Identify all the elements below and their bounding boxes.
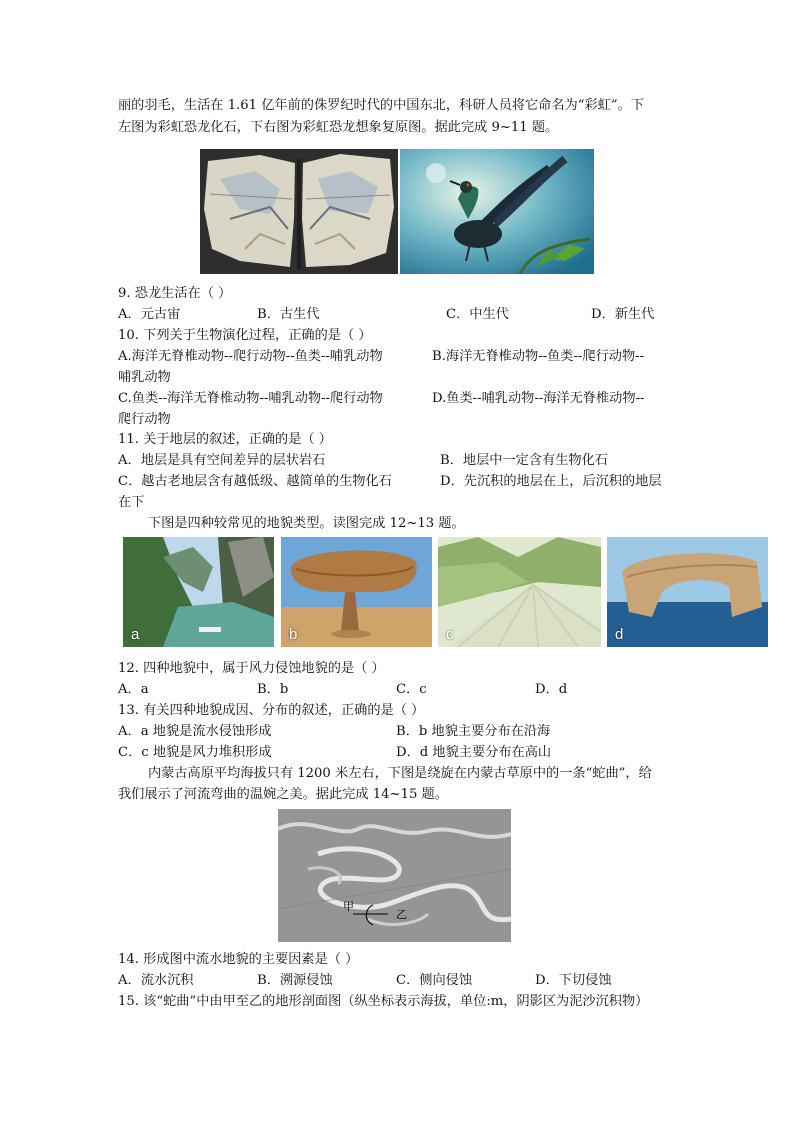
q15-stem: 15. 该“蛇曲”中由甲至乙的地形剖面图（纵坐标表示海拔，单位:m，阴影区为泥沙沉积物）	[118, 994, 649, 1009]
photo-label-a: a	[131, 626, 140, 643]
q11-stem: 11. 关于地层的叙述，正确的是（ ）	[118, 432, 332, 447]
landform-intro: 下图是四种较常见的地貌类型。读图完成 12~13 题。	[148, 516, 465, 531]
photo-label-c: c	[446, 626, 454, 643]
q12-option-c: C．c	[396, 682, 427, 697]
q10-option-b-cont: 哺乳动物	[118, 370, 171, 385]
q10-option-d: D.鱼类--哺乳动物--海洋无脊椎动物--	[432, 391, 645, 406]
q11-option-d-cont: 在下	[118, 495, 145, 510]
q9-option-a: A．元古宙	[118, 307, 181, 322]
intro-line-1: 丽的羽毛，生活在 1.61 亿年前的侏罗纪时代的中国东北，科研人员将它命名为“彩虹”。下	[118, 98, 644, 113]
q14-option-d: D．下切侵蚀	[535, 973, 612, 988]
q13-option-d: D．d 地貌主要分布在高山	[396, 745, 552, 760]
q12-stem: 12. 四种地貌中，属于风力侵蚀地貌的是（ ）	[118, 661, 385, 676]
q11-option-a: A．地层是具有空间差异的层状岩石	[118, 453, 326, 468]
dinosaur-fossil-image	[200, 149, 398, 274]
q14-option-b: B．溯源侵蚀	[257, 973, 333, 988]
q12-option-b: B．b	[257, 682, 289, 697]
rainbow-dinosaur-reconstruction-image	[400, 149, 594, 274]
meander-intro-line-2: 我们展示了河流弯曲的温婉之美。据此完成 14~15 题。	[118, 787, 448, 802]
q10-option-b: B.海洋无脊椎动物--鱼类--爬行动物--	[432, 349, 645, 364]
q13-stem: 13. 有关四种地貌成因、分布的叙述，正确的是（ ）	[118, 703, 425, 718]
q13-option-a: A．a 地貌是流水侵蚀形成	[118, 724, 272, 739]
intro-line-2: 左图为彩虹恐龙化石，下右图为彩虹恐龙想象复原图。据此完成 9~11 题。	[118, 120, 559, 135]
q13-option-b: B．b 地貌主要分布在沿海	[396, 724, 551, 739]
q13-option-c: C．c 地貌是风力堆积形成	[118, 745, 272, 760]
q14-option-a: A．流水沉积	[118, 973, 194, 988]
q14-option-c: C．侧向侵蚀	[396, 973, 473, 988]
meander-river-photo	[278, 809, 511, 942]
q10-option-c: C.鱼类--海洋无脊椎动物--哺乳动物--爬行动物	[118, 391, 383, 406]
q9-option-c: C．中生代	[446, 307, 509, 322]
landform-photo-b	[281, 537, 432, 647]
q11-option-d: D．先沉积的地层在上，后沉积的地层	[440, 474, 662, 489]
q10-option-a: A.海洋无脊椎动物--爬行动物--鱼类--哺乳动物	[118, 349, 383, 364]
landform-photo-c	[438, 537, 601, 647]
photo-label-d: d	[615, 626, 624, 643]
q14-stem: 14. 形成图中流水地貌的主要因素是（ ）	[118, 952, 359, 967]
landform-photo-d	[607, 537, 768, 647]
river-label-jia: 甲	[343, 900, 354, 913]
river-label-yi: 乙	[396, 908, 407, 921]
q9-option-b: B．古生代	[257, 307, 320, 322]
landform-photo-a	[123, 537, 274, 647]
q10-stem: 10. 下列关于生物演化过程，正确的是（ ）	[118, 328, 372, 343]
q9-option-d: D．新生代	[591, 307, 655, 322]
q11-option-c: C．越古老地层含有越低级、越简单的生物化石	[118, 474, 392, 489]
meander-intro-line-1: 内蒙古高原平均海拔只有 1200 米左右，下图是绕旋在内蒙古草原中的一条“蛇曲”，给	[148, 766, 652, 781]
q12-option-a: A．a	[118, 682, 149, 697]
q11-option-b: B．地层中一定含有生物化石	[440, 453, 608, 468]
q10-option-d-cont: 爬行动物	[118, 412, 171, 427]
photo-label-b: b	[289, 626, 298, 643]
q12-option-d: D．d	[535, 682, 568, 697]
q9-stem: 9. 恐龙生活在（ ）	[118, 286, 232, 301]
